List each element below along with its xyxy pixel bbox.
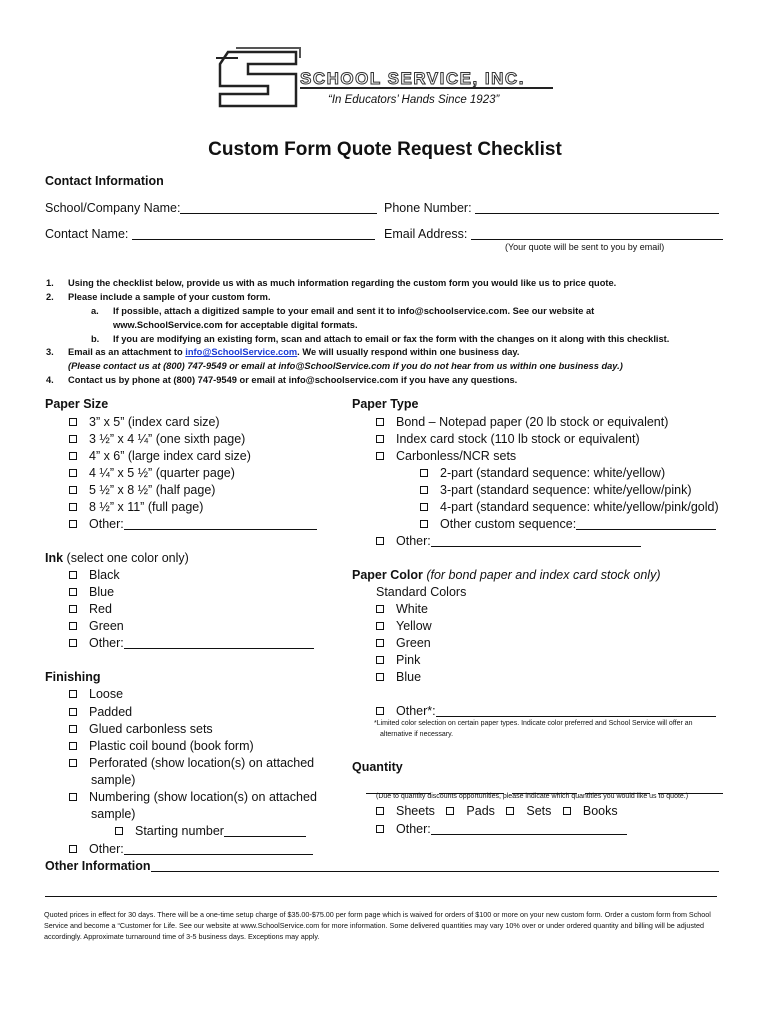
paper-color-other-field[interactable] (436, 705, 716, 717)
instruction-2a: a. If possible, attach a digitized sample to your email and sent it to info@schoolservice.com. See our website at (91, 306, 595, 316)
checkbox[interactable] (376, 656, 384, 664)
instruction-2: 2. Please include a sample of your custom form. (46, 292, 271, 302)
checkbox[interactable] (376, 537, 384, 545)
checkbox[interactable] (376, 639, 384, 647)
ink-option[interactable]: Black (69, 568, 120, 582)
paper-color-option[interactable]: Blue (376, 670, 421, 684)
checkbox[interactable] (69, 793, 77, 801)
paper-color-heading: Paper Color (for bond paper and index card stock only) (352, 568, 661, 582)
page-title: Custom Form Quote Request Checklist (208, 139, 562, 160)
contact-name-field[interactable] (132, 228, 375, 240)
phone-field[interactable] (475, 202, 719, 214)
checkbox[interactable] (69, 486, 77, 494)
paper-type-option[interactable]: Carbonless/NCR sets (376, 449, 516, 463)
checkbox[interactable] (376, 707, 384, 715)
instruction-4: 4. Contact us by phone at (800) 747-9549 or email at info@schoolservice.com if you have any questions. (46, 375, 518, 385)
checkbox[interactable] (69, 639, 77, 647)
checkbox[interactable] (376, 418, 384, 426)
ink-option[interactable]: Blue (69, 585, 114, 599)
other-info-field[interactable] (151, 860, 719, 872)
company-tagline: “In Educators’ Hands Since 1923” (328, 94, 500, 106)
paper-color-other[interactable]: Other*: (376, 704, 716, 718)
paper-color-option[interactable]: Green (376, 636, 431, 650)
contact-name-label: Contact Name: (45, 227, 129, 241)
paper-type-option[interactable]: Index card stock (110 lb stock or equivalent) (376, 432, 640, 446)
paper-color-option[interactable]: White (376, 602, 428, 616)
checkbox[interactable] (69, 435, 77, 443)
ink-other[interactable]: Other: (69, 636, 314, 650)
paper-size-other[interactable]: Other: (69, 517, 317, 531)
other-info[interactable]: Other Information (45, 859, 719, 873)
finishing-heading: Finishing (45, 670, 101, 684)
finishing-other-field[interactable] (124, 843, 313, 855)
contact-heading: Contact Information (45, 174, 164, 188)
checkbox[interactable] (69, 725, 77, 733)
finishing-option[interactable]: Plastic coil bound (book form) (69, 739, 254, 753)
paper-size-option[interactable]: 4” x 6” (large index card size) (69, 449, 251, 463)
paper-type-option[interactable]: Bond – Notepad paper (20 lb stock or equivalent) (376, 415, 668, 429)
checkbox[interactable] (69, 759, 77, 767)
checkbox[interactable] (420, 520, 428, 528)
starting-number[interactable]: Starting number (115, 824, 306, 838)
checkbox[interactable] (69, 742, 77, 750)
finishing-option[interactable]: Glued carbonless sets (69, 722, 213, 736)
email-note: (Your quote will be sent to you by email) (505, 242, 665, 252)
finishing-option[interactable]: Perforated (show location(s) on attached (69, 756, 314, 770)
paper-type-heading: Paper Type (352, 397, 419, 411)
starting-number-field[interactable] (224, 825, 306, 837)
checkbox[interactable] (69, 520, 77, 528)
checkbox[interactable] (69, 690, 77, 698)
paper-size-option[interactable]: 8 ½” x 11” (full page) (69, 500, 203, 514)
checkbox[interactable] (69, 605, 77, 613)
instruction-1: 1. Using the checklist below, provide us with as much information regarding the custom form you would like us to price quote. (46, 278, 617, 288)
paper-size-option[interactable]: 3” x 5” (index card size) (69, 415, 220, 429)
checkbox[interactable] (69, 845, 77, 853)
paper-type-other-field[interactable] (431, 535, 641, 547)
email-link[interactable]: info@SchoolService.com (185, 347, 298, 357)
paper-color-option[interactable]: Pink (376, 653, 420, 667)
finishing-option[interactable]: Padded (69, 705, 132, 719)
finishing-option-cont: sample) (91, 807, 136, 821)
checkbox[interactable] (69, 469, 77, 477)
instruction-2b: b. If you are modifying an existing form, scan and attach to email or fax the form with the changes on it along with this checklist. (91, 334, 670, 344)
email-field[interactable] (471, 228, 723, 240)
checkbox[interactable] (115, 827, 123, 835)
standard-colors-label: Standard Colors (376, 585, 467, 599)
footer-terms: Quoted prices in effect for 30 days. There will be a one-time setup charge of $35.00-$75.00 per form page which is waived for orders of $100 or more on your new custom form. Order a custom form from School Service and become a “Customer for Life. See our website at www.SchoolService.com for more information. Some delivered quantities may vary 10% over or under ordered quantity and billing will be adjusted accordingly. Approximate turnaround time of 3-5 business days. Exceptions may apply. (44, 910, 711, 941)
paper-type-suboption[interactable]: 4-part (standard sequence: white/yellow/pink/gold) (420, 500, 719, 514)
checkbox[interactable] (69, 622, 77, 630)
company-name: SCHOOL SERVICE, INC. (300, 69, 525, 88)
quantity-units[interactable]: Sheets Pads Sets Books (376, 804, 618, 818)
checkbox[interactable] (69, 503, 77, 511)
paper-type-suboption[interactable]: 3-part (standard sequence: white/yellow/pink) (420, 483, 692, 497)
color-note: *Limited color selection on certain paper types. Indicate color preferred and School Service will offer an (374, 720, 693, 727)
quantity-other[interactable]: Other: (376, 822, 627, 836)
email-label: Email Address: (384, 227, 468, 241)
custom-sequence-field[interactable] (576, 518, 716, 530)
finishing-other[interactable]: Other: (69, 842, 313, 856)
checkbox[interactable] (376, 807, 384, 815)
checkbox[interactable] (69, 708, 77, 716)
ink-option[interactable]: Red (69, 602, 112, 616)
school-label: School/Company Name: (45, 201, 181, 215)
checkbox[interactable] (420, 486, 428, 494)
school-name-field[interactable] (180, 202, 377, 214)
quantity-note: (Due to quantity discounts opportunities, please indicate which quantities you would like us to quote.) (376, 793, 689, 800)
paper-size-option[interactable]: 4 ¼” x 5 ½” (quarter page) (69, 466, 235, 480)
quantity-other-field[interactable] (431, 823, 627, 835)
instruction-2a-cont: www.SchoolService.com for acceptable digital formats. (113, 320, 358, 330)
checkbox[interactable] (376, 825, 384, 833)
checkbox[interactable] (506, 807, 514, 815)
instruction-3: 3. Email as an attachment to info@SchoolService.com. We will usually respond within one business day. (46, 347, 520, 357)
ink-option[interactable]: Green (69, 619, 124, 633)
paper-size-heading: Paper Size (45, 397, 109, 411)
checkbox[interactable] (376, 435, 384, 443)
checkbox[interactable] (376, 673, 384, 681)
paper-color-option[interactable]: Yellow (376, 619, 432, 633)
checkbox[interactable] (69, 452, 77, 460)
finishing-option[interactable]: Numbering (show location(s) on attached (69, 790, 317, 804)
paper-type-suboption[interactable]: 2-part (standard sequence: white/yellow) (420, 466, 665, 480)
phone-label: Phone Number: (384, 201, 472, 215)
other-info-line[interactable] (45, 885, 717, 897)
ink-other-field[interactable] (124, 637, 314, 649)
paper-size-other-field[interactable] (124, 518, 317, 530)
checkbox[interactable] (563, 807, 571, 815)
color-note-cont: alternative if necessary. (380, 731, 454, 738)
checkbox[interactable] (420, 503, 428, 511)
paper-size-option[interactable]: 3 ½” x 4 ¼” (one sixth page) (69, 432, 245, 446)
checkbox[interactable] (376, 452, 384, 460)
checkbox[interactable] (376, 605, 384, 613)
checkbox[interactable] (446, 807, 454, 815)
paper-size-option[interactable]: 5 ½” x 8 ½” (half page) (69, 483, 215, 497)
checkbox[interactable] (69, 588, 77, 596)
checkbox[interactable] (69, 571, 77, 579)
finishing-option-cont: sample) (91, 773, 136, 787)
checkbox[interactable] (420, 469, 428, 477)
quantity-heading: Quantity (352, 760, 403, 774)
paper-type-other[interactable]: Other: (376, 534, 641, 548)
checkbox[interactable] (376, 622, 384, 630)
finishing-option[interactable]: Loose (69, 687, 123, 701)
paper-type-custom-sequence[interactable]: Other custom sequence: (420, 517, 716, 531)
instruction-3-note: (Please contact us at (800) 747-9549 or email at info@SchoolService.com if you do not hear from us within one business day.) (68, 361, 623, 371)
ink-heading: Ink (select one color only) (45, 551, 189, 565)
checkbox[interactable] (69, 418, 77, 426)
